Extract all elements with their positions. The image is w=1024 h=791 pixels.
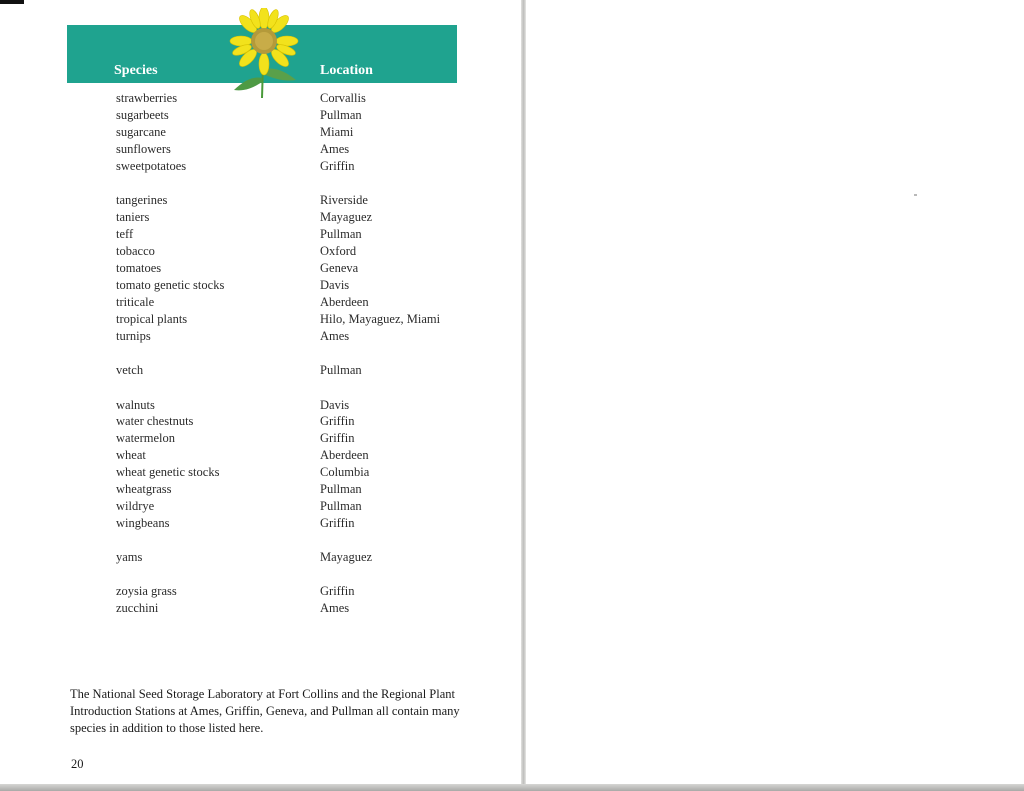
column-header-location: Location (320, 63, 373, 78)
location-cell: Riverside (320, 193, 368, 207)
table-row (0, 243, 522, 260)
table-row (0, 430, 522, 447)
location-cell: Griffin (320, 414, 355, 428)
table-row (0, 209, 522, 226)
location-cell: Aberdeen (320, 295, 369, 309)
page-bottom-edge (0, 784, 1024, 791)
table-row (0, 481, 522, 498)
table-row (0, 311, 522, 328)
location-cell: Mayaguez (320, 210, 373, 224)
location-cell: Griffin (320, 431, 355, 445)
species-cell: tomato genetic stocks (116, 278, 225, 292)
right-page (526, 0, 1024, 786)
location-cell: Hilo, Mayaguez, Miami (320, 312, 441, 326)
location-cell: Geneva (320, 261, 359, 275)
location-cell: Aberdeen (320, 448, 369, 462)
species-cell: strawberries (116, 91, 178, 105)
location-cell: Pullman (320, 108, 362, 122)
location-cell: Miami (320, 125, 354, 139)
table-row (0, 498, 522, 515)
table-row (0, 277, 522, 294)
location-cell: Mayaguez (320, 550, 373, 564)
scan-speck (914, 194, 917, 196)
location-cell: Pullman (320, 482, 362, 496)
species-cell: tangerines (116, 193, 168, 207)
species-cell: vetch (116, 363, 144, 377)
scan-corner-mark (0, 0, 24, 4)
table-row (0, 549, 522, 566)
table-row (0, 226, 522, 243)
table-row (0, 397, 522, 414)
location-cell: Pullman (320, 363, 362, 377)
species-cell: tobacco (116, 244, 155, 258)
location-cell: Columbia (320, 465, 370, 479)
species-cell: sweetpotatoes (116, 159, 187, 173)
column-header-species: Species (114, 63, 158, 78)
species-cell: zoysia grass (116, 584, 177, 598)
table-row (0, 124, 522, 141)
footnote-paragraph: The National Seed Storage Laboratory at Fort Collins and the Regional Plant Introduction Stations at Ames, Griffin, Geneva, and Pullman all contain many species in addition to those listed here. (70, 687, 460, 735)
table-row (0, 464, 522, 481)
table-row (0, 362, 522, 379)
species-cell: sugarbeets (116, 108, 169, 122)
species-cell: wildrye (116, 499, 155, 513)
species-cell: walnuts (116, 398, 155, 412)
table-row (0, 141, 522, 158)
species-cell: yams (116, 550, 143, 564)
species-cell: taniers (116, 210, 150, 224)
location-cell: Corvallis (320, 91, 366, 105)
location-cell: Pullman (320, 499, 362, 513)
table-row (0, 260, 522, 277)
location-cell: Griffin (320, 584, 355, 598)
species-cell: wheatgrass (116, 482, 172, 496)
species-cell: turnips (116, 329, 151, 343)
species-cell: wingbeans (116, 516, 170, 530)
location-cell: Pullman (320, 227, 362, 241)
table-row (0, 515, 522, 532)
location-cell: Griffin (320, 516, 355, 530)
species-cell: sunflowers (116, 142, 171, 156)
table-row (0, 158, 522, 175)
table-row (0, 447, 522, 464)
location-cell: Ames (320, 601, 350, 615)
species-cell: zucchini (116, 601, 159, 615)
location-cell: Ames (320, 329, 350, 343)
species-cell: triticale (116, 295, 155, 309)
species-cell: watermelon (116, 431, 176, 445)
species-cell: wheat (116, 448, 146, 462)
sunflower-icon (226, 8, 306, 100)
table-row (0, 90, 522, 107)
table-row (0, 600, 522, 617)
species-cell: tropical plants (116, 312, 188, 326)
table-row (0, 328, 522, 345)
table-row (0, 107, 522, 124)
species-cell: teff (116, 227, 134, 241)
species-cell: water chestnuts (116, 414, 194, 428)
location-cell: Davis (320, 398, 350, 412)
table-row (0, 413, 522, 430)
page-number: 20 (71, 757, 84, 771)
table-row (0, 192, 522, 209)
table-row (0, 294, 522, 311)
location-cell: Griffin (320, 159, 355, 173)
species-cell: wheat genetic stocks (116, 465, 220, 479)
species-cell: tomatoes (116, 261, 162, 275)
table-row (0, 583, 522, 600)
location-cell: Oxford (320, 244, 357, 258)
location-cell: Ames (320, 142, 350, 156)
location-cell: Davis (320, 278, 350, 292)
species-cell: sugarcane (116, 125, 166, 139)
